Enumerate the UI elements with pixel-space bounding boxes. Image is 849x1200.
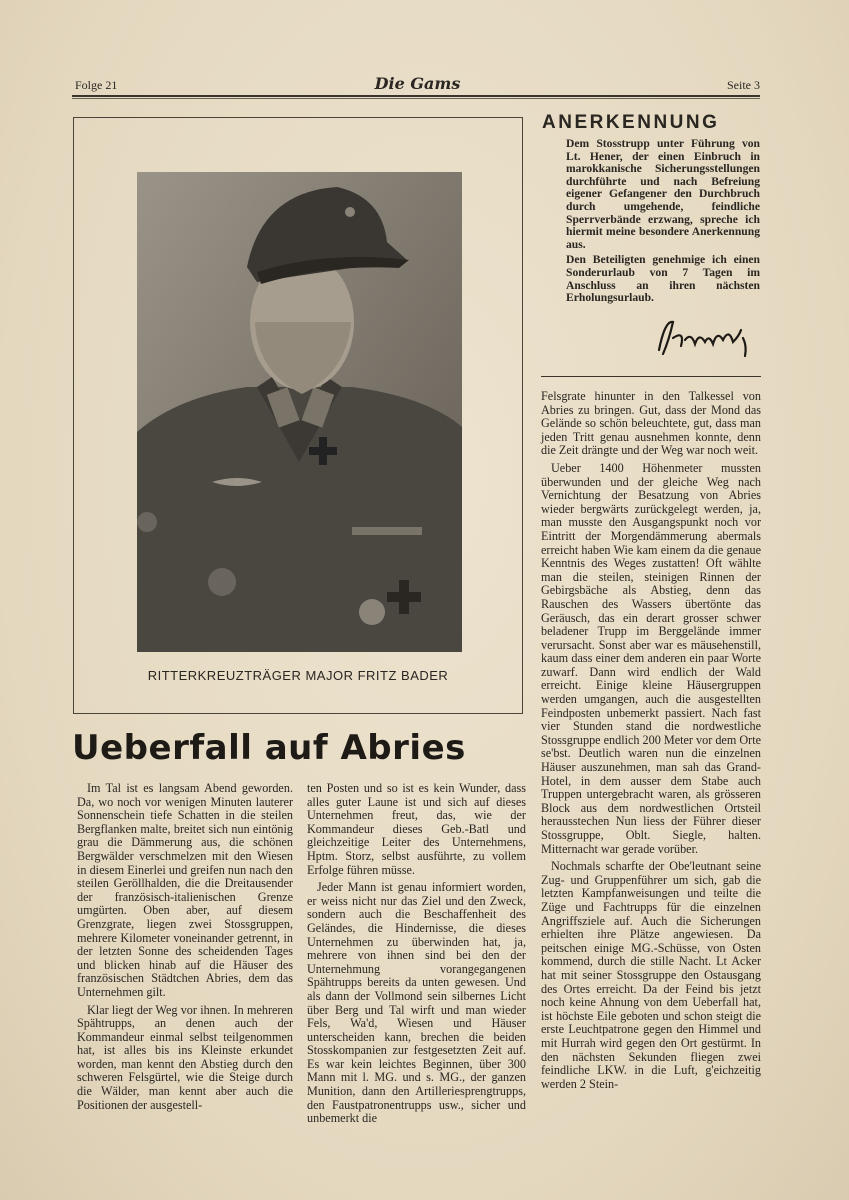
page-header bbox=[75, 74, 760, 94]
article-paragraph: Nochmals scharfte der Obe'leutnant seine Zug- und Gruppenführer um sich, gab die letzten Kampfanweisungen und teilte die Züge und Fachtrupps für die einzelnen Angriffsziele auf. Auch die Sicherungen erhielten ihre Plätze angewiesen. Da peitschen einige MG.-Schüsse, von Osten kommend, durch die stille Nacht. Lt Acker hat mit seiner Stossgruppe den Ostausgang des Ortes erreicht. Da der Feind bis jetzt noch keine Ahnung von dem Ueberfall hat, ist höchste Eile geboten und schon steigt die erste Leuchtpatrone gegen den Himmel und mit Hurrah wird gegen den Ort gestürmt. In den nächsten Sekunden fliegen zwei feindliche LKW. in die Luft, g'eichzeitig werden 2 Stein- bbox=[541, 859, 761, 1091]
header-rule bbox=[72, 95, 760, 97]
article-paragraph: Jeder Mann ist genau informiert worden, er weiss nicht nur das Ziel und den Zweck, sondern auch die Beschaffenheit des Geländes, die Hindernisse, die dieses Unternehmen zu überwinden hat, ja, mehrere von ihnen sind bei den der Unternehmung vorangegangenen Spähtrupps bereits da unten gewesen. Und als dann der Vollmond sein silbernes Licht über Berg und Tal wirft und man wieder Fels, Wa'd, Wiesen und Häuser unterscheiden kann, brechen die beiden Stosskompanien zur festgesetzten Zeit auf. Es war kein leichtes Beginnen, über 300 Mann mit l. MG. und s. MG., der ganzen Munition, dann den Artilleriesprengtrupps, den Faustpatronentrupps usw., sicher und unbemerkt die bbox=[307, 880, 526, 1126]
recognition-body bbox=[566, 138, 760, 308]
issue-number: Folge 21 bbox=[75, 78, 118, 92]
article-paragraph: Klar liegt der Weg vor ihnen. In mehreren Spähtrupps, an denen auch der Kommandeur einmal selbst teilgenommen hat, ist alles bis ins Kleinste erkundet worden, man kennt den Abstieg durch den schweren Felsgürtel, wie die Steige durch die Wälder, man kennt aber auch die Positionen der ausgestell- bbox=[77, 1002, 293, 1112]
publication-title: Die Gams bbox=[374, 74, 461, 93]
photo-caption: RITTERKREUZTRÄGER MAJOR FRITZ BADER bbox=[147, 668, 449, 683]
column-divider bbox=[541, 376, 761, 377]
page-number: Seite 3 bbox=[727, 78, 760, 92]
portrait-photo bbox=[137, 172, 462, 652]
article-paragraph: ten Posten und so ist es kein Wunder, dass alles guter Laune ist und sich auf dieses Unternehmen freut, das, wie der Kommandeur dieses Geb.-Batl und gleichzeitige Leiter des Unternehmens, Hptm. Storz, selbst ausführte, zu vollem Erfolge führen müsse. bbox=[307, 781, 526, 877]
recognition-paragraph: Dem Stosstrupp unter Führung von Lt. Hener, der einen Einbruch in marokkanische Sicherungsstellungen durchführte und nach Befreiung eigener Gefangener den Durchbruch durch umgehende, feindliche Sperrverbände erzwang, spreche ich hiermit meine besondere Anerkennung aus. bbox=[566, 137, 760, 251]
article-paragraph: Felsgrate hinunter in den Talkessel von Abries zu bringen. Gut, dass der Mond das Gelände so schön beleuchtete, gut, dass man jeden Tritt genau ausnehmen konnte, denn die Zeit drängte und der Weg war noch weit. bbox=[541, 389, 761, 458]
recognition-paragraph: Den Beteiligten genehmige ich einen Sonderurlaub von 7 Tagen im Anschluss an ihren nächsten Erholungsurlaub. bbox=[566, 253, 760, 305]
header-rule-thin bbox=[72, 98, 760, 99]
signature-image bbox=[655, 310, 755, 360]
article-column-1 bbox=[77, 782, 293, 1116]
article-paragraph: Im Tal ist es langsam Abend geworden. Da, wo noch vor wenigen Minuten lauterer Sonnenschein tiefe Schatten in die steilen Bergflanken malte, breitet sich nun eintönig grau die Dämmerung aus, die schönen Bergwälder verschmelzen mit den Wiesen in diesem Einerlei und greifen nun nach den steilen Geröllhalden, die die Dreitausender der französisch-italienischen Grenze umgürten. Oben aber, auf diesem Grenzgrate, liegen zwei Stossgruppen, mehrere Kilometer voneinander getrennt, in der letzten Sonne des scheidenden Tages und blicken hinab auf die Häuser des französischen Städtchen Abries, dem das Unternehmen gilt. bbox=[77, 781, 293, 999]
article-column-3 bbox=[541, 390, 761, 1095]
article-column-2 bbox=[307, 782, 526, 1130]
recognition-title: ANERKENNUNG bbox=[542, 112, 720, 133]
article-headline: Ueberfall auf Abries bbox=[72, 728, 466, 768]
article-paragraph: Ueber 1400 Höhenmeter mussten überwunden und der gleiche Weg nach Vernichtung der Besatzung von Abries wieder bergwärts zurückgelegt werden, ja, man musste den Ausgangspunkt noch vor Eintritt der Morgendämmerung abermals erreicht haben Wie kam einem da die genaue Kenntnis des Weges zustatten! Oft wählte man die steilen, steinigen Rinnen der Gebirgsbäche als Abstieg, denn das Rauschen des Wassers übertönte das Geräusch, das ein derart grosser schwer beladener Trupp im Berggelände immer verursacht. Sonst aber war es mäusehenstill, kaum dass einer dem anderen ein paar Worte zuwarf. Dann wird endlich der Wald erreicht. Einige kleine Häusergruppen werden umgangen, auch die ausgestellten Feindposten unbemerkt passiert. Nach fast vier Stunden stand die nordwestliche Stossgruppe endlich 200 Meter vor dem Orte se'bst. Deutlich waren nun die einzelnen Häuser auszunehmen, man sah das Grand-Hotel, in dem ausser dem Stabe auch Truppen untergebracht waren, als grösseren Block aus dem nordwestlichen Ortsteil herausstechen Nun liess der Führer dieser Stossgruppe, Oblt. Siegle, halten. Mitternacht war gerade vorüber. bbox=[541, 460, 762, 856]
